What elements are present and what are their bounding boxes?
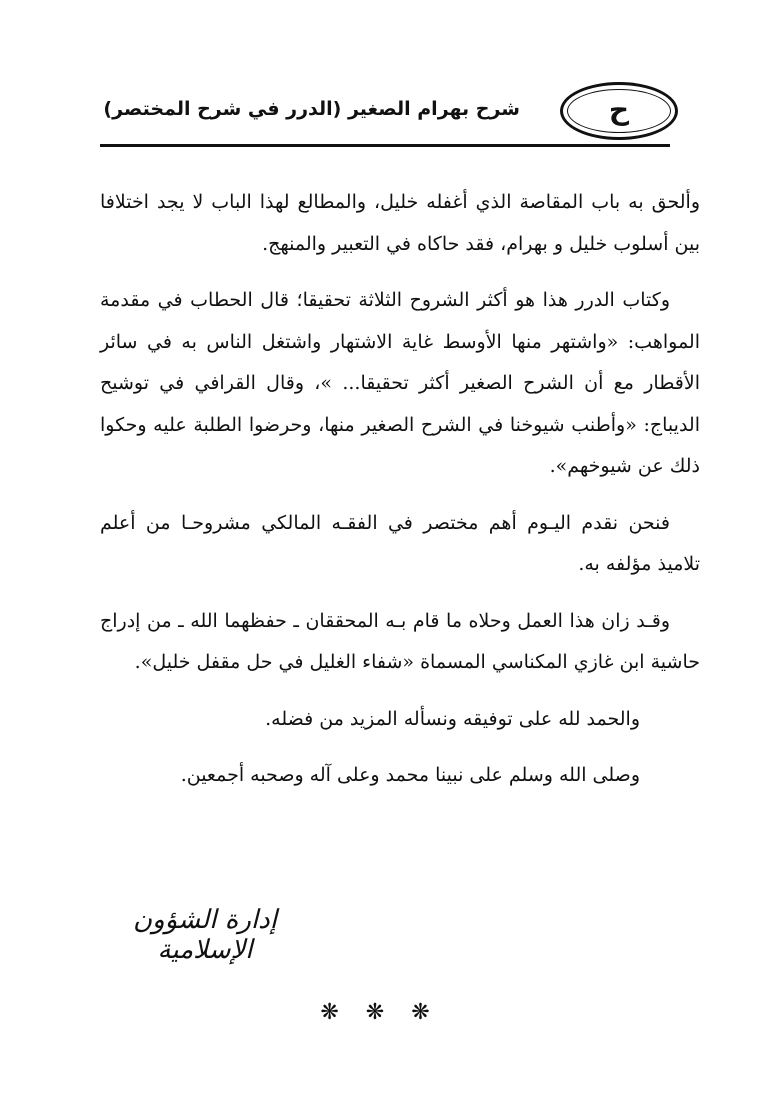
section-ornament: ❋ ❋ ❋ bbox=[320, 1000, 440, 1025]
page-number-badge bbox=[560, 82, 678, 140]
header-rule bbox=[100, 144, 670, 147]
page-header bbox=[100, 80, 670, 144]
body-text bbox=[100, 182, 700, 797]
page-number: ح bbox=[608, 92, 630, 126]
paragraph-3: فنحن نقدم اليـوم أهم مختصر في الفقـه المالكي مشروحـا من أعلم تلاميذ مؤلفه به. bbox=[100, 511, 700, 575]
paragraph-1: وألحق به باب المقاصة الذي أغفله خليل، والمطالع لهذا الباب لا يجد اختلافا بين أسلوب خليل و بهرام، فقد حاكاه في التعبير والمنهج. bbox=[100, 191, 700, 255]
signature: إدارة الشؤون الإسلامية bbox=[133, 905, 277, 965]
paragraph-5: والحمد لله على توفيقه ونسأله المزيد من فضله. bbox=[265, 707, 640, 730]
paragraph-6: وصلى الله وسلم على نبينا محمد وعلى آله وصحبه أجمعين. bbox=[180, 764, 640, 786]
running-title: شرح بهرام الصغير (الدرر في شرح المختصر) bbox=[103, 98, 520, 120]
paragraph-2: وكتاب الدرر هذا هو أكثر الشروح الثلاثة تحقيقا؛ قال الحطاب في مقدمة المواهب: «واشتهر منها الأوسط غاية الاشتهار واشتغل الناس به في سائر الأقطار مع أن الشرح الصغير أكثر تحقيقا... »، وقال القرافي في توشيح الديباج: «وأطنب شيوخنا في الشرح الصغير منها، وحرضوا الطلبة عليه وحكوا ذلك عن شيوخهم». bbox=[100, 289, 700, 477]
paragraph-4: وقـد زان هذا العمل وحلاه ما قام بـه المحققان ـ حفظهما الله ـ من إدراج حاشية ابن غازي المكناسي المسماة «شفاء الغليل في حل مقفل خليل». bbox=[100, 609, 700, 673]
